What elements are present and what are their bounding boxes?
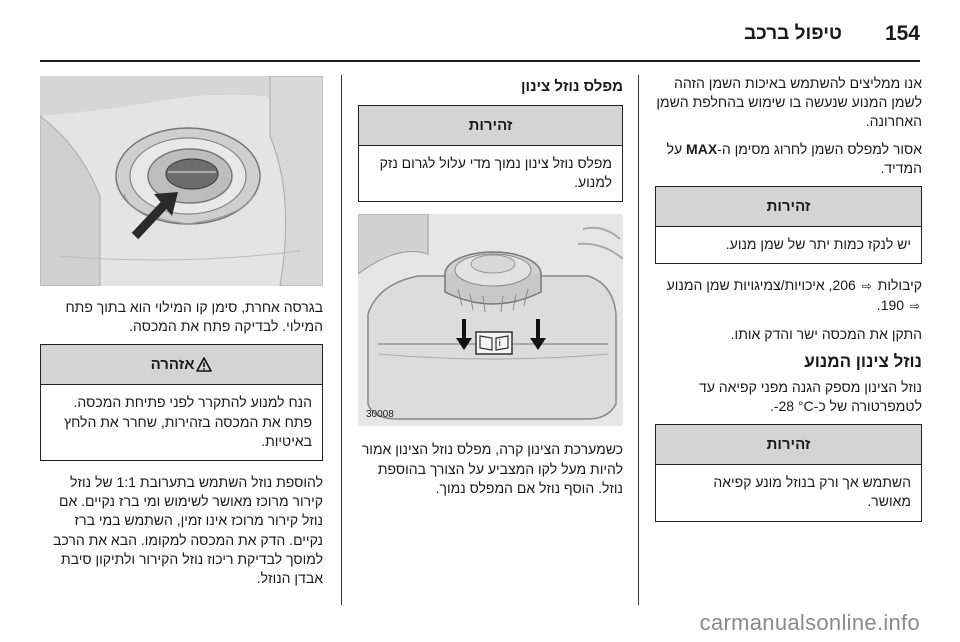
header-divider xyxy=(40,60,920,62)
column-divider xyxy=(341,75,342,605)
warning-title xyxy=(41,345,322,385)
coolant-reservoir-drawing xyxy=(358,214,623,426)
column-right xyxy=(655,74,922,534)
figure-number: 30008 xyxy=(366,409,394,421)
coolant-paragraph: נוזל הצינון מספק הגנה מפני קפיאה עד לטמפרטורה של כ-‎-28 °C. xyxy=(698,378,922,415)
column-middle xyxy=(358,74,623,506)
caution-title: זהירות xyxy=(656,425,921,465)
section-title: טיפול ברכב xyxy=(744,23,842,44)
warning-box xyxy=(40,344,323,461)
watermark: carmanualsonline.info xyxy=(699,610,920,635)
caution-title: זהירות xyxy=(656,187,921,227)
text: . xyxy=(876,297,881,314)
coolant-heading: נוזל צינון המנוע xyxy=(804,351,922,371)
coolant-mix-paragraph: להוספת נוזל השתמש בתערובת 1:1 של נוזל קירור מרוכז מאושר לשימוש ומי ברז נקיים. אם נוזל קירור מרוכז אינו זמין, השתמש במי ברז נקיים. הדק את המכסה למקומו. הבא את הרכב למוסך לבדיקת ריכוז נוזל הקירור ולתיקון סיבת אבדן הנוזל. xyxy=(53,474,323,587)
alternative-paragraph: בגרסה אחרת, סימן קו המילוי הוא בתוך פתח המילוי. לבדיקה פתח את המכסה. xyxy=(65,299,323,335)
text: , איכויות/צמיגויות שמן המנוע xyxy=(666,277,833,294)
coolant-level-heading: מפלס נוזל צינון xyxy=(521,78,623,95)
caution-text: מפלס נוזל צינון נמוך מדי עלול לגרום נזק למנוע. xyxy=(379,155,612,191)
page-ref-icon: ⇨ xyxy=(861,279,872,294)
warning-title-text: אזהרה xyxy=(150,356,195,374)
warning-triangle-icon xyxy=(196,357,212,372)
filler-neck-illustration xyxy=(40,76,323,286)
column-left xyxy=(40,74,323,596)
filler-neck-drawing xyxy=(40,76,323,286)
max-mark: MAX xyxy=(686,140,718,157)
page-header xyxy=(0,10,960,58)
text: על המדיד. xyxy=(666,140,922,176)
svg-text:i: i xyxy=(498,339,501,350)
text: קיבולות xyxy=(873,277,922,294)
caution-box xyxy=(655,186,922,264)
caution-text: יש לנקז כמות יתר של שמן מנוע. xyxy=(725,236,911,253)
text: אסור למפלס השמן לחרוג מסימן ה- xyxy=(717,140,922,157)
install-paragraph: התקן את המכסה ישר והדק אותו. xyxy=(730,325,922,342)
coolant-reservoir-illustration xyxy=(358,214,623,426)
column-divider xyxy=(638,75,639,605)
figure-caption: כשמערכת הצינון קרה, מפלס נוזל הצינון אמור להיות מעל לקו המצביע על הצורך בהוספת נוזל. הוסף נוזל אם המפלס נמוך. xyxy=(361,441,623,496)
max-level-paragraph xyxy=(655,140,922,178)
caution-box xyxy=(358,105,623,202)
page-number: 154 xyxy=(884,22,920,45)
capacities-paragraph xyxy=(655,276,922,316)
caution-title: זהירות xyxy=(359,106,622,146)
page-ref[interactable]: 190 xyxy=(880,297,905,314)
caution-box xyxy=(655,424,922,521)
warning-text: הנח למנוע להתקרר לפני פתיחת המכסה. פתח את המכסה בזהירות, שחרר את הלחץ באיטיות. xyxy=(64,394,312,449)
page-ref[interactable]: 206 xyxy=(832,277,856,294)
caution-text: השתמש אך ורק בנוזל מונע קפיאה מאושר. xyxy=(713,474,911,510)
intro-paragraph: אנו ממליצים להשתמש באיכות השמן הזהה לשמן המנוע שנעשה בו שימוש בהחלפת השמן האחרונה. xyxy=(656,75,922,130)
page-ref-icon: ⇨ xyxy=(909,299,920,314)
